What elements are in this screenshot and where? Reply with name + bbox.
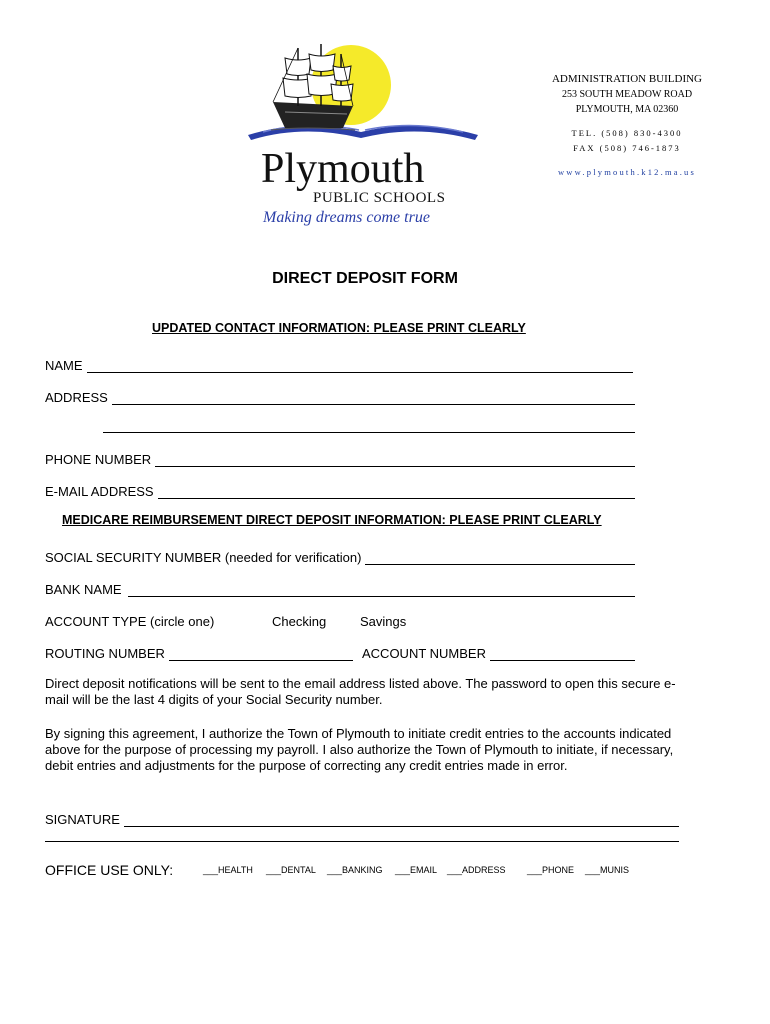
office-munis: ___MUNIS [585, 865, 630, 875]
office-address: ___ADDRESS [447, 865, 506, 875]
name-label: NAME [45, 358, 83, 373]
account-number-label: ACCOUNT NUMBER [362, 646, 486, 661]
checking-option[interactable]: Checking [272, 614, 327, 629]
admin-tel: TEL. (508) 830-4300 [571, 128, 683, 138]
office-phone: ___PHONE [527, 865, 575, 875]
account-number-row [362, 643, 635, 661]
logo-tagline: Making dreams come true [263, 209, 430, 226]
authorization-paragraph: By signing this agreement, I authorize the Town of Plymouth to initiate credit entries to the accounts indicated above for the purpose of processing my payroll. I also authorize the Town of Plymouth to initiate, if necessary, debit entries and adjustments for the purpose of correcting any credit entries made in error. [45, 726, 674, 773]
signature-field[interactable] [124, 814, 679, 827]
admin-address-block [527, 72, 727, 180]
office-email: ___EMAIL [395, 865, 438, 875]
notification-paragraph: Direct deposit notifications will be sent to the email address listed above. The password to open this secure e-mail will be the last 4 digits of your Social Security number. [45, 676, 676, 707]
routing-row [45, 643, 353, 661]
phone-field[interactable] [155, 454, 635, 467]
email-label: E-MAIL ADDRESS [45, 484, 154, 499]
logo-sub: PUBLIC SCHOOLS [313, 190, 446, 206]
section-medicare-heading: MEDICARE REIMBURSEMENT DIRECT DEPOSIT INFORMATION: PLEASE PRINT CLEARLY [62, 513, 602, 527]
ssn-field[interactable] [365, 552, 635, 565]
account-type-row [45, 611, 214, 629]
signature-label: SIGNATURE [45, 812, 120, 827]
routing-field[interactable] [169, 648, 353, 661]
signature-row [45, 809, 679, 827]
divider-line [45, 841, 679, 842]
savings-option[interactable]: Savings [360, 614, 407, 629]
email-field[interactable] [158, 486, 635, 499]
address-row [45, 387, 635, 405]
section-contact-heading: UPDATED CONTACT INFORMATION: PLEASE PRINT CLEARLY [152, 321, 526, 335]
address-field-1[interactable] [112, 392, 635, 405]
admin-website-link[interactable]: www.plymouth.k12.ma.us [557, 167, 697, 177]
name-row [45, 355, 633, 373]
account-type-label: ACCOUNT TYPE (circle one) [45, 614, 215, 629]
ssn-row [45, 547, 635, 565]
office-health: ___HEALTH [203, 865, 253, 875]
account-number-field[interactable] [490, 648, 635, 661]
address-label: ADDRESS [45, 390, 108, 405]
admin-city: PLYMOUTH, MA 02360 [575, 104, 679, 115]
phone-row [45, 449, 635, 467]
admin-fax: FAX (508) 746-1873 [573, 143, 681, 153]
bank-row [45, 579, 635, 597]
logo-name: Plymouth [261, 146, 425, 192]
form-title: DIRECT DEPOSIT FORM [272, 270, 458, 287]
office-banking: ___BANKING [327, 865, 383, 875]
ship-sun-book-icon [243, 40, 483, 235]
ssn-label: SOCIAL SECURITY NUMBER (needed for verification) [45, 550, 362, 565]
address-field-2[interactable] [103, 420, 635, 433]
routing-label: ROUTING NUMBER [45, 646, 165, 661]
office-use-label: OFFICE USE ONLY: [45, 862, 174, 878]
name-field[interactable] [87, 360, 633, 373]
plymouth-schools-logo [243, 40, 483, 235]
bank-label: BANK NAME [45, 582, 122, 597]
email-row [45, 481, 635, 499]
bank-field[interactable] [128, 584, 635, 597]
admin-building: ADMINISTRATION BUILDING [551, 73, 702, 85]
phone-label: PHONE NUMBER [45, 452, 152, 467]
admin-street: 253 SOUTH MEADOW ROAD [561, 89, 693, 100]
office-dental: ___DENTAL [266, 865, 316, 875]
